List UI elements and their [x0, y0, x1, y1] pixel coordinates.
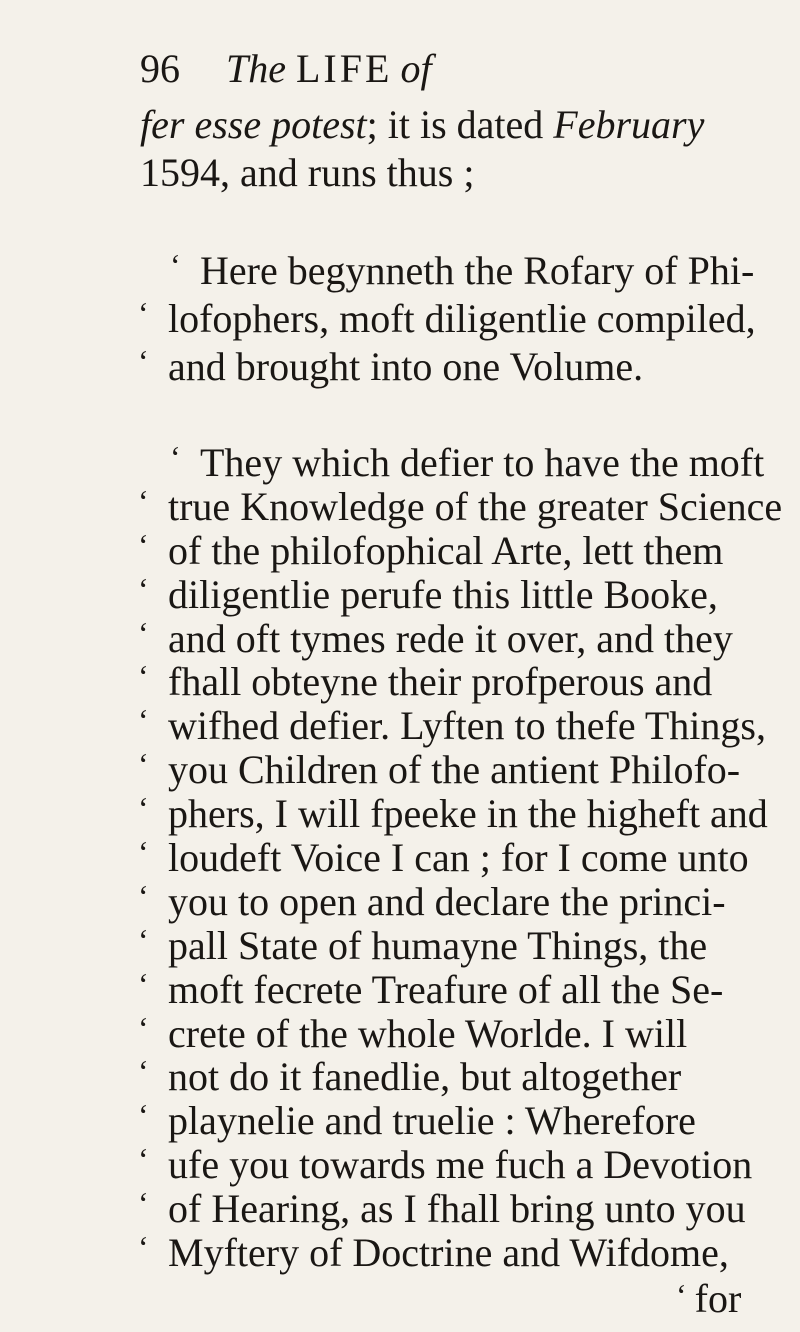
quote-mark: ‘ [138, 790, 149, 826]
quote-mark: ‘ [138, 878, 149, 914]
quote-mark: ‘ [138, 343, 149, 379]
intro-text: ; it is dated [366, 102, 544, 147]
para2-text-18: of Hearing, as I fhall bring unto you [168, 1186, 746, 1231]
quote-mark: ‘ [138, 615, 149, 651]
quote-mark: ‘ [138, 1185, 149, 1221]
para2-line-3 [0, 528, 800, 574]
intro-line-1 [0, 102, 800, 148]
para2-text-4: diligentlie perufe this little Booke, [168, 572, 718, 617]
para1-text-3: and brought into one Volume. [168, 344, 644, 389]
para2-text-19: Myftery of Doctrine and Wifdome, [168, 1230, 729, 1275]
para2-line-16 [0, 1098, 800, 1144]
quote-mark: ‘ [138, 527, 149, 563]
catchword: for [694, 1276, 742, 1321]
quote-mark: ‘ [138, 295, 149, 331]
intro-date-line: 1594, and runs thus ; [140, 150, 475, 195]
quote-mark: ‘ [138, 1097, 149, 1133]
para2-line-19 [0, 1230, 800, 1276]
quote-mark: ‘ [138, 483, 149, 519]
quote-mark: ‘ [138, 1141, 149, 1177]
para2-line-13 [0, 967, 800, 1013]
para1-line-3 [0, 344, 800, 390]
latin-word-2: esse [194, 102, 262, 147]
para1-text-2: lofophers, moft diligentlie compiled, [168, 296, 756, 341]
month-name: February [553, 102, 705, 147]
quote-mark: ‘ [138, 1229, 149, 1265]
para2-line-8 [0, 747, 800, 793]
quote-mark: ‘ [170, 247, 181, 283]
para2-line-18 [0, 1186, 800, 1232]
para2-text-12: pall State of humayne Things, the [168, 923, 708, 968]
para2-line-2 [0, 484, 800, 530]
para2-text-3: of the philofophical Arte, lett them [168, 528, 724, 573]
para1-line-2 [0, 296, 800, 342]
para1-line-1 [0, 248, 800, 294]
para2-line-6 [0, 659, 800, 705]
para2-text-8: you Children of the antient Philofo- [168, 747, 741, 792]
latin-word-3: potest [271, 102, 367, 147]
para2-line-5 [0, 616, 800, 662]
quote-mark: ‘ [138, 746, 149, 782]
header-title-the: The [226, 46, 286, 91]
para1-text-1: Here begynneth the Rofary of Phi- [200, 248, 755, 293]
para2-text-9: phers, I will fpeeke in the higheft and [168, 791, 768, 836]
running-header [140, 44, 740, 94]
para2-text-17: ufe you towards me fuch a Devotion [168, 1142, 753, 1187]
quote-mark: ‘ [676, 1277, 687, 1313]
quote-mark: ‘ [138, 922, 149, 958]
catchword-line [0, 1276, 800, 1320]
quote-mark: ‘ [138, 834, 149, 870]
para2-text-11: you to open and declare the princi- [168, 879, 726, 924]
quote-mark: ‘ [138, 702, 149, 738]
para2-line-1 [0, 440, 800, 486]
para2-text-16: playnelie and truelie : Wherefore [168, 1098, 696, 1143]
para2-line-17 [0, 1142, 800, 1188]
para2-line-15 [0, 1054, 800, 1100]
intro-line-2 [0, 150, 800, 196]
para2-text-7: wifhed defier. Lyften to thefe Things, [168, 703, 766, 748]
para2-line-4 [0, 572, 800, 618]
header-title-life: LIFE [296, 46, 393, 91]
para2-text-13: moft fecrete Treafure of all the Se- [168, 967, 724, 1012]
para2-text-5: and oft tymes rede it over, and they [168, 616, 733, 661]
quote-mark: ‘ [138, 966, 149, 1002]
quote-mark: ‘ [138, 571, 149, 607]
para2-text-10: loudeft Voice I can ; for I come unto [168, 835, 749, 880]
header-title-of: of [400, 46, 432, 91]
para2-text-2: true Knowledge of the greater Science [168, 484, 783, 529]
quote-mark: ‘ [138, 658, 149, 694]
para2-line-11 [0, 879, 800, 925]
para2-line-7 [0, 703, 800, 749]
page-number: 96 [140, 46, 180, 91]
para2-line-10 [0, 835, 800, 881]
latin-word-1: fer [140, 102, 185, 147]
quote-mark: ‘ [138, 1053, 149, 1089]
para2-line-12 [0, 923, 800, 969]
para2-text-6: fhall obteyne their profperous and [168, 659, 713, 704]
quote-mark: ‘ [170, 439, 181, 475]
para2-line-9 [0, 791, 800, 837]
para2-text-15: not do it fanedlie, but altogether [168, 1054, 682, 1099]
para2-text-1: They which defier to have the moft [200, 440, 765, 485]
quote-mark: ‘ [138, 1010, 149, 1046]
para2-line-14 [0, 1011, 800, 1057]
para2-text-14: crete of the whole Worlde. I will [168, 1011, 688, 1056]
